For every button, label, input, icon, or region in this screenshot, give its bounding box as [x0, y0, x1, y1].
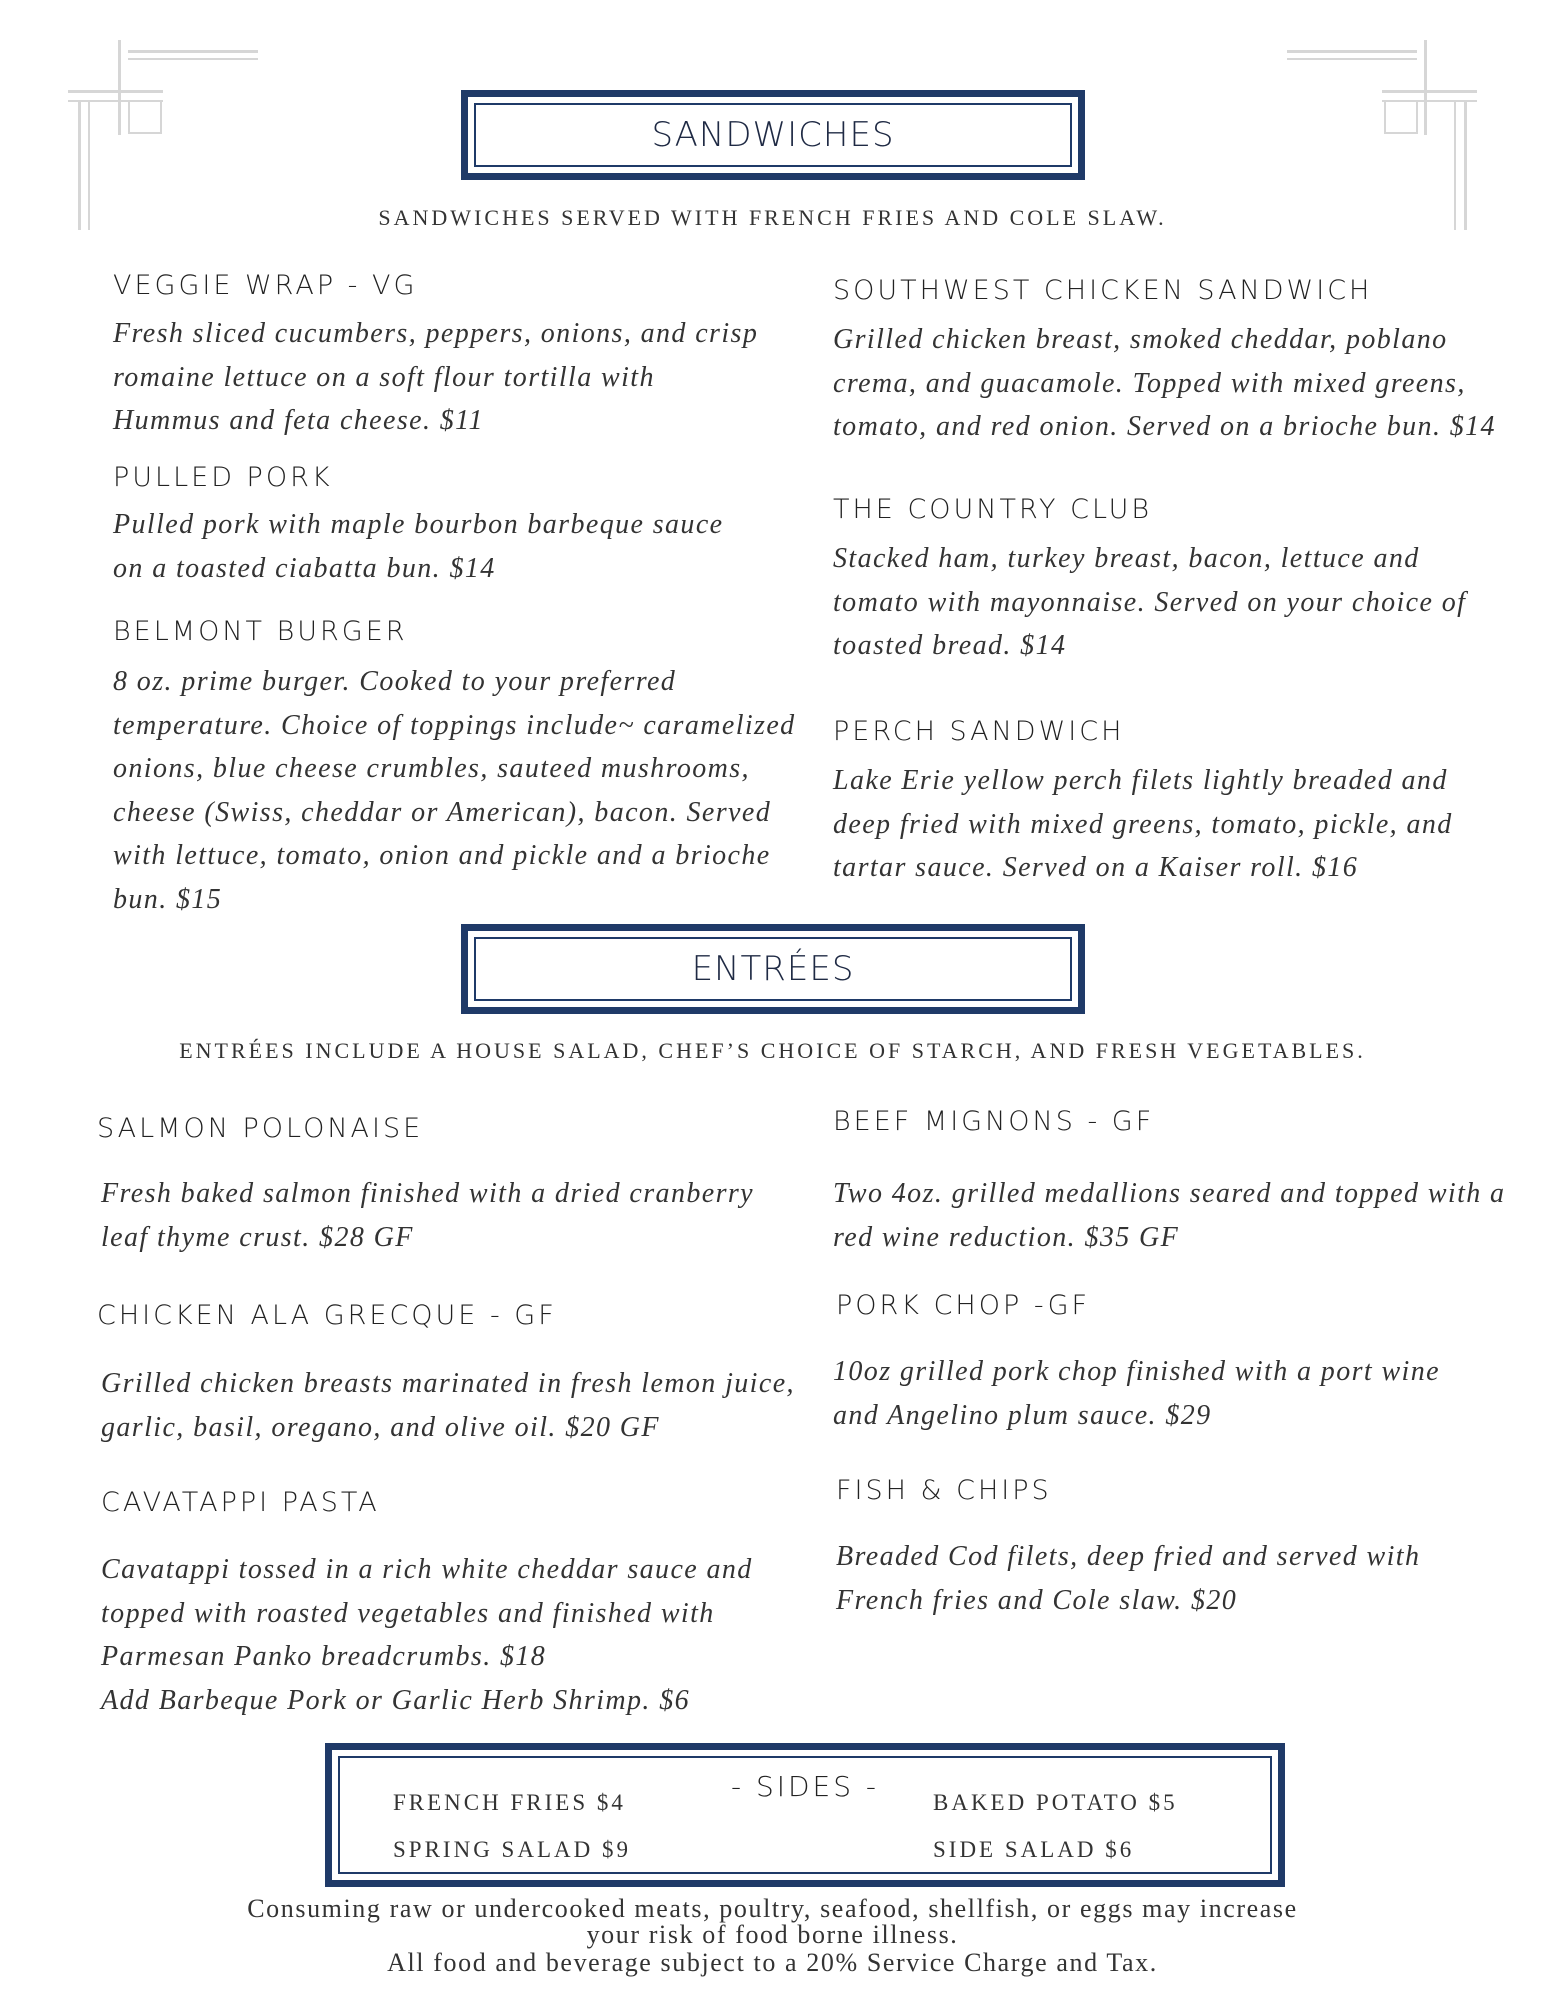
item-desc-southwest-chicken: Grilled chicken breast, smoked cheddar, poblano crema, and guacamole. Topped with mixed greens, tomato, and red onion. Served on a brioche bun. $14	[833, 324, 1496, 442]
item-desc-chicken-grecque: Grilled chicken breasts marinated in fresh lemon juice, garlic, basil, oregano, and olive oil. $20 GF	[101, 1368, 795, 1443]
item-title-pork-chop: PORK CHOP -GF	[836, 1290, 1091, 1321]
footer-warning-line-2: your risk of food borne illness.	[586, 1920, 959, 1949]
item-desc-salmon-polonaise: Fresh baked salmon finished with a dried cranberry leaf thyme crust. $28 GF	[101, 1178, 755, 1253]
entrees-heading-box	[461, 924, 1085, 1014]
item-title-pulled-pork: PULLED PORK	[113, 462, 333, 493]
item-desc-pork-chop: 10oz grilled pork chop finished with a port wine and Angelino plum sauce. $29	[833, 1356, 1440, 1431]
item-title-southwest-chicken: SOUTHWEST CHICKEN SANDWICH	[833, 275, 1373, 306]
side-item-baked-potato: BAKED POTATO $5	[933, 1790, 1178, 1815]
item-title-beef-mignons: BEEF MIGNONS - GF	[833, 1106, 1155, 1137]
side-item-spring-salad: SPRING SALAD $9	[393, 1837, 631, 1862]
item-desc-belmont-burger: 8 oz. prime burger. Cooked to your preferred temperature. Choice of toppings include~ caramelized onions, blue cheese crumbles, sauteed mushrooms, cheese (Swiss, cheddar or American), bacon. Served with lettuce, tomato, onion and pickle and a brioche bun. $15	[113, 666, 796, 915]
sides-heading: - SIDES -	[730, 1770, 880, 1803]
item-desc-beef-mignons: Two 4oz. grilled medallions seared and topped with a red wine reduction. $35 GF	[833, 1178, 1506, 1253]
item-desc-pulled-pork: Pulled pork with maple bourbon barbeque sauce on a toasted ciabatta bun. $14	[113, 509, 724, 584]
side-item-french-fries: FRENCH FRIES $4	[393, 1790, 626, 1815]
sides-box	[325, 1743, 1285, 1887]
sandwiches-subtitle: SANDWICHES SERVED WITH FRENCH FRIES AND COLE SLAW.	[378, 205, 1167, 230]
item-desc-fish-chips: Breaded Cod filets, deep fried and served with French fries and Cole slaw. $20	[836, 1541, 1421, 1616]
item-title-salmon-polonaise: SALMON POLONAISE	[97, 1113, 424, 1144]
item-desc-perch-sandwich: Lake Erie yellow perch filets lightly breaded and deep fried with mixed greens, tomato, pickle, and tartar sauce. Served on a Kaiser roll. $16	[833, 765, 1453, 883]
item-desc-veggie-wrap: Fresh sliced cucumbers, peppers, onions, and crisp romaine lettuce on a soft flour tortilla with Hummus and feta cheese. $11	[113, 318, 759, 436]
footer-service-charge: All food and beverage subject to a 20% Service Charge and Tax.	[387, 1948, 1158, 1977]
sandwiches-heading: SANDWICHES	[651, 115, 895, 155]
entrees-heading: ENTRÉES	[691, 949, 855, 989]
item-desc-country-club: Stacked ham, turkey breast, bacon, lettuce and tomato with mayonnaise. Served on your choice of toasted bread. $14	[833, 543, 1467, 661]
item-title-chicken-grecque: CHICKEN ALA GRECQUE - GF	[97, 1300, 557, 1331]
item-title-belmont-burger: BELMONT BURGER	[113, 616, 408, 647]
item-desc-cavatappi-pasta: Cavatappi tossed in a rich white cheddar sauce and topped with roasted vegetables and finished with Parmesan Panko breadcrumbs. $18 Add Barbeque Pork or Garlic Herb Shrimp. $6	[101, 1554, 753, 1716]
footer-warning-line-1: Consuming raw or undercooked meats, poultry, seafood, shellfish, or eggs may increase	[247, 1894, 1298, 1923]
item-title-fish-chips: FISH & CHIPS	[836, 1475, 1052, 1506]
item-title-country-club: THE COUNTRY CLUB	[833, 494, 1153, 525]
item-title-perch-sandwich: PERCH SANDWICH	[833, 716, 1125, 747]
sandwiches-heading-box	[461, 90, 1085, 180]
item-title-cavatappi-pasta: CAVATAPPI PASTA	[101, 1487, 380, 1518]
entrees-subtitle: ENTRÉES INCLUDE A HOUSE SALAD, CHEF’S CHOICE OF STARCH, AND FRESH VEGETABLES.	[179, 1038, 1366, 1063]
item-title-veggie-wrap: VEGGIE WRAP - VG	[113, 270, 418, 301]
side-item-side-salad: SIDE SALAD $6	[933, 1837, 1135, 1862]
